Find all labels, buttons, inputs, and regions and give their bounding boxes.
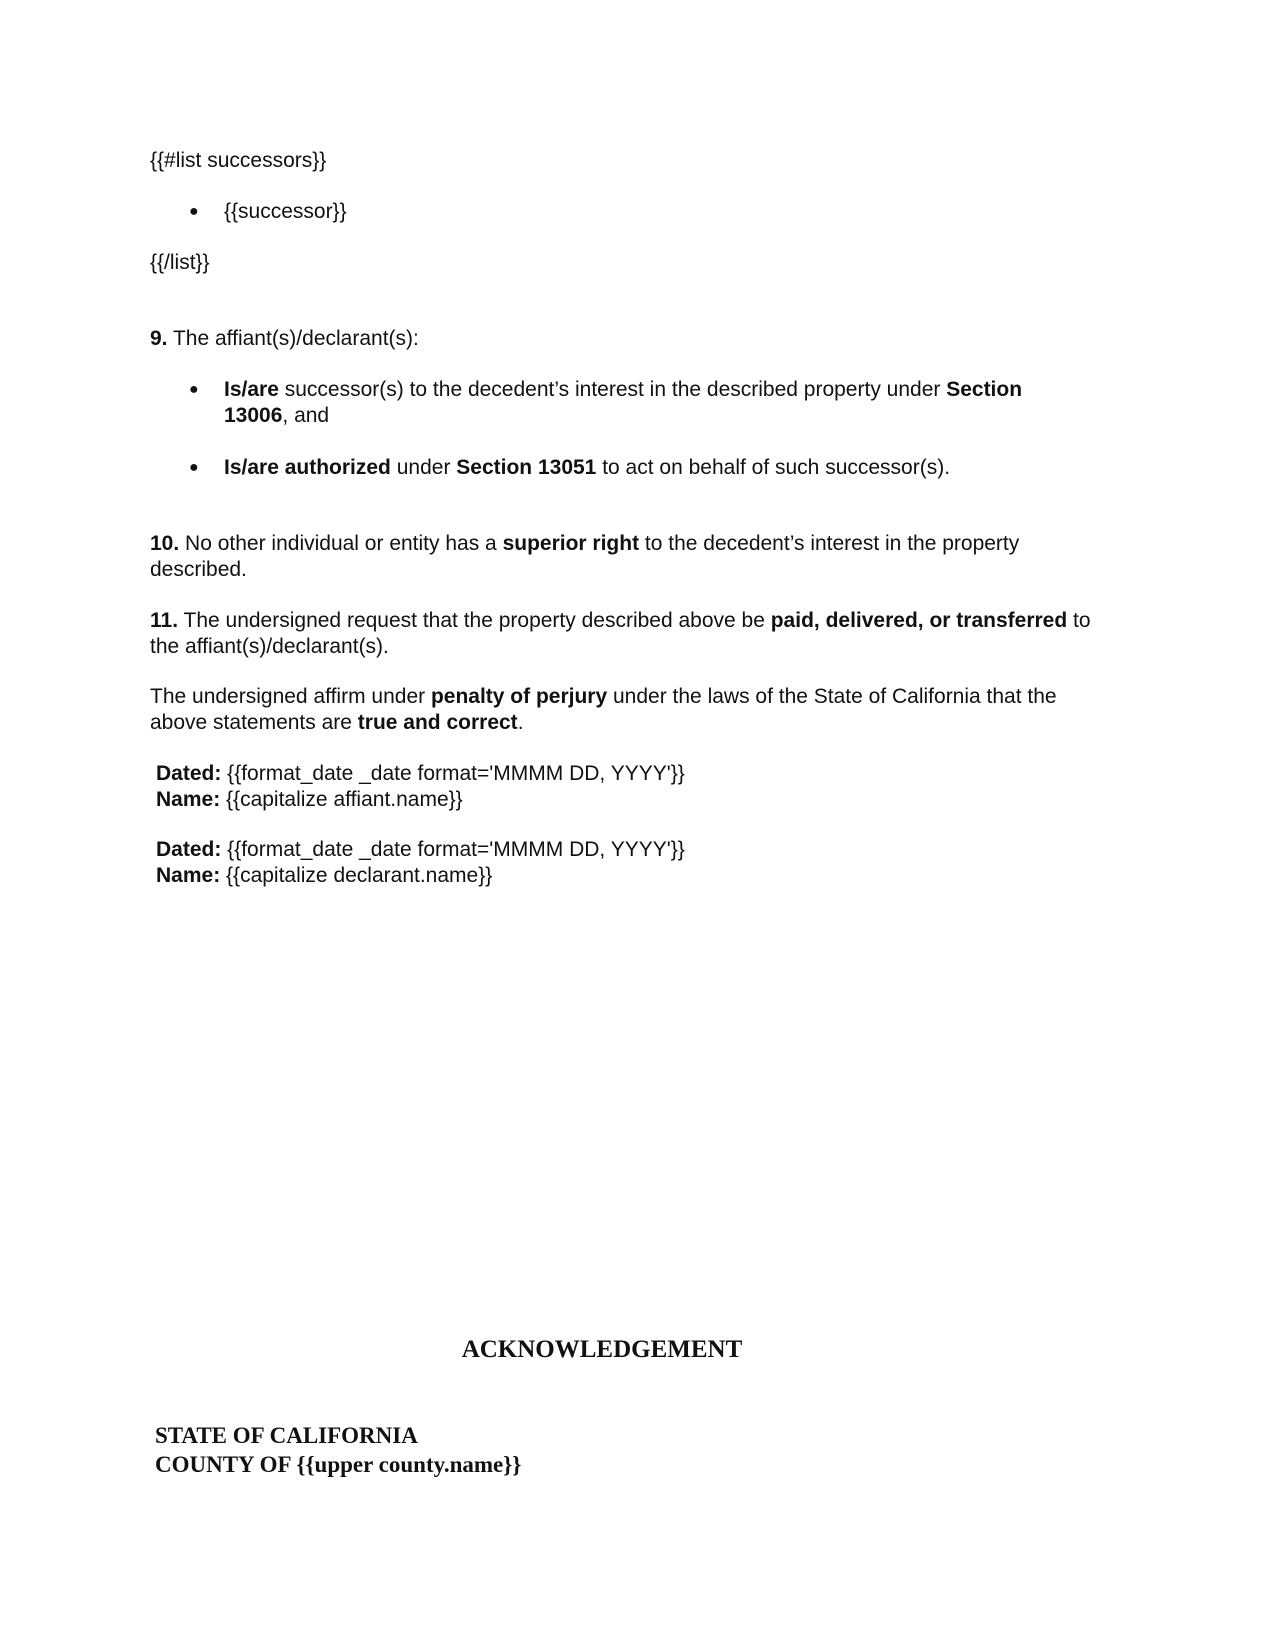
plain-phrase: No other individual or entity has a [179, 532, 503, 555]
signature-block-declarant [156, 837, 1056, 889]
item-9-bullet-2-text [224, 455, 1089, 481]
dated-value: {{format_date _date format='MMMM DD, YYYY'}} [221, 838, 685, 861]
acknowledgement-title: ACKNOWLEDGEMENT [461, 1336, 743, 1363]
name-line [156, 863, 1056, 889]
successor-list-item [189, 199, 1089, 225]
plain-phrase: , and [282, 404, 330, 427]
plain-phrase: . [517, 711, 524, 734]
name-label: Name: [156, 788, 221, 811]
name-value: {{capitalize declarant.name}} [220, 864, 493, 887]
name-value: {{capitalize affiant.name}} [220, 788, 463, 811]
bold-phrase: Is/are [224, 378, 279, 401]
list-close-tag: {{/list}} [150, 251, 210, 274]
item-9 [150, 326, 1110, 352]
item-9-bullet-1-text [224, 377, 1089, 429]
dated-line [156, 837, 1056, 863]
bullet-icon: ● [189, 203, 199, 220]
bold-phrase: Is/are authorized [224, 456, 391, 479]
item-9-number: 9. [150, 327, 168, 350]
signature-block-affiant [156, 761, 1056, 813]
plain-phrase: The undersigned affirm under [150, 685, 431, 708]
plain-phrase: successor(s) to the decedent’s interest in the described property under [278, 378, 947, 401]
bold-phrase: Section 13051 [456, 456, 597, 479]
plain-phrase: to the decedent’s interest in the property described. [150, 532, 1020, 581]
bold-phrase: penalty of perjury [430, 685, 608, 708]
bullet-icon: ● [189, 381, 199, 398]
dated-value: {{format_date _date format='MMMM DD, YYYY'}} [221, 762, 685, 785]
item-10-number: 10. [150, 532, 180, 555]
affirmation-paragraph [150, 684, 1110, 736]
bold-phrase: true and correct [357, 711, 518, 734]
bold-phrase: paid, delivered, or transferred [770, 609, 1068, 632]
item-9-text: The affiant(s)/declarant(s): [167, 327, 419, 350]
county-line: COUNTY OF {{upper county.name}} [155, 1452, 522, 1477]
bold-phrase: superior right [502, 532, 640, 555]
item-11-number: 11. [150, 609, 179, 632]
item-9-bullet-1 [189, 377, 1089, 429]
dated-label: Dated: [156, 762, 222, 785]
list-open-tag: {{#list successors}} [150, 149, 327, 172]
plain-phrase: The undersigned request that the property described above be [178, 609, 771, 632]
item-9-bullet-2 [189, 455, 1089, 481]
dated-label: Dated: [156, 838, 222, 861]
venue-block [155, 1421, 521, 1479]
successor-placeholder: {{successor}} [224, 200, 347, 223]
item-10 [150, 531, 1110, 583]
name-label: Name: [156, 864, 221, 887]
plain-phrase: under the laws of the State of California that the above statements are [150, 685, 1057, 734]
plain-phrase: to the affiant(s)/declarant(s). [150, 609, 1091, 658]
bold-phrase: Section 13006 [224, 378, 1023, 427]
plain-phrase: under [390, 456, 457, 479]
name-line [156, 787, 1056, 813]
plain-phrase: to act on behalf of such successor(s). [596, 456, 951, 479]
state-line: STATE OF CALIFORNIA [155, 1423, 418, 1448]
item-11 [150, 608, 1110, 660]
bullet-icon: ● [189, 459, 199, 476]
dated-line [156, 761, 1056, 787]
